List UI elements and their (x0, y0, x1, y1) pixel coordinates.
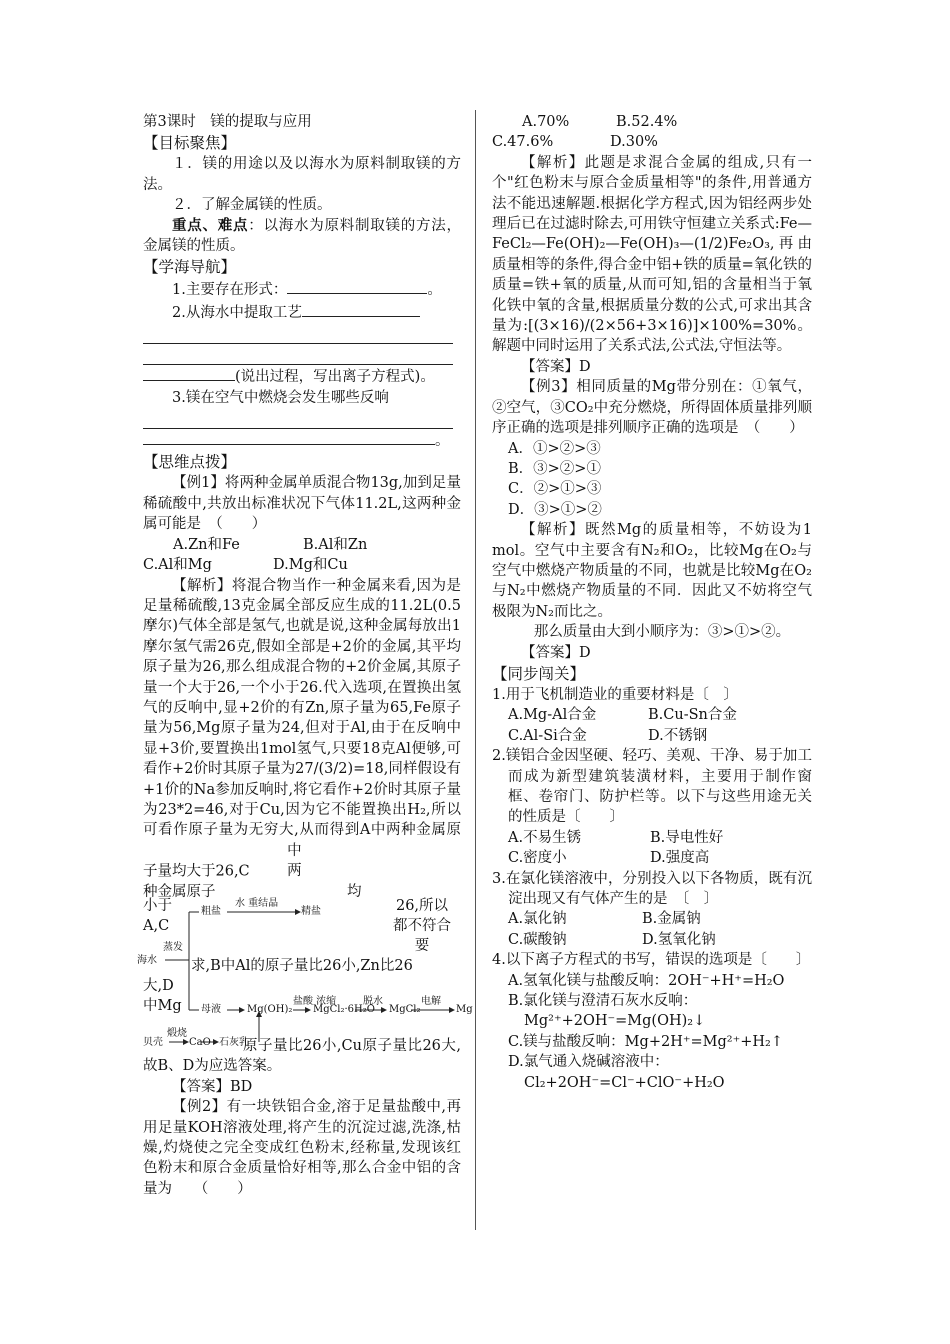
label-shell: 贝壳 (143, 1037, 163, 1048)
practice-q2-c: C.密度小 (508, 850, 567, 867)
seawater-mg-flow-diagram (137, 898, 473, 1052)
practice-q2: 2.镁铝合金因坚硬、轻巧、美观、干净、易于加工而成为新型建筑装潢材料，主要用于制作窗框、卷帘门、防护栏等。以下与这些用途无关的性质是〔 〕 (492, 748, 812, 826)
guide-q1 (143, 278, 461, 300)
ex3-conclusion: 那么质量由大到小顺序为：③>①>②。 (533, 624, 791, 641)
left-column (137, 112, 473, 1199)
practice-q3-b: B.金属钠 (642, 911, 701, 928)
ex2-analysis: 【解析】此题是求混合金属的组成,只有一个"红色粉末与原合金质量相等"的条件,用普通方法不能迅速解题.根据化学方程式,因为铝经两步处理后已在过滤时除去,可用铁守恒建立关系式:Fe—FeCl₂—Fe(OH)₂—Fe(OH)₃—(1/2)Fe₂O₃,再由质量相等的条件,得合金中铝+铁的质量=氧化铁的质量=铁+氧的质量,从而可知,铝的含量相当于氧化铁中氧的含量,根据质量分数的公式,可求出其含量为:[(3×16)/(2×56+3×16)]×100%=30%。解题中同时运用了关系式法,公式法,守恒法等。 (492, 154, 812, 355)
practice-q4: 4.以下离子方程式的书写，错误的选项是〔 〕 (492, 952, 811, 969)
ex1-wrap-i: 求,B中Al的原子量比26小,Zn比26 (191, 958, 413, 974)
guide-q3-line-1[interactable] (143, 408, 453, 429)
ex2-opt-c: C.47.6% (492, 134, 554, 151)
practice-q2-ab (492, 828, 812, 848)
guide-q1-text: 1.主要存在形式： (172, 282, 288, 299)
practice-q1-cd (492, 726, 812, 746)
ex1-opt-b: B.Al和Zn (303, 536, 368, 553)
practice-q3-ab (492, 909, 812, 929)
ex3-answer: 【答案】D (521, 644, 591, 661)
ex2-opt-b: B.52.4% (616, 114, 678, 130)
ex3-opt-d: D．③>①>② (508, 501, 602, 518)
guide-q3-last (143, 429, 461, 451)
label-mgoh2: Mg(OH)₂ (247, 1004, 293, 1015)
goal-2: ２．了解金属镁的性质。 (172, 197, 332, 214)
ex1-stem: 【例1】将两种金属单质混合物13g,加到足量稀硫酸中,共放出标准状况下气体11.2L,这两种金属可能是 （ ） (143, 475, 461, 533)
guide-q2-text: 2.从海水中提取工艺 (172, 304, 302, 321)
guide-q3: 3.镁在空气中燃烧会发生哪些反响 (172, 389, 389, 406)
practice-q2-b: B.导电性好 (650, 829, 724, 846)
label-electrolysis: 电解 (421, 996, 441, 1007)
ex1-wrap-j: 大,D (143, 978, 174, 994)
practice-q2-a: A.不易生锈 (508, 829, 582, 846)
ex2-options-ab (492, 112, 812, 132)
ex3-analysis: 【解析】既然Mg的质量相等，不妨设为1 mol。空气中主要含有N₂和O₂，比较Mg在O₂与空气中燃烧产物质量的不同，也就是比较Mg在O₂与N₂中燃烧产物质量的不同．因此又不妨将空气极限为N₂而比之。 (492, 522, 812, 620)
practice-q1-c: C.Al-Si合金 (508, 727, 587, 744)
section-thinking: 【思维点拨】 (143, 453, 237, 472)
ex1-wrap-d: 26,所以 (395, 898, 449, 914)
practice-q1-ab (492, 705, 812, 725)
practice-q1: 1.用于飞机制造业的重要材料是〔 〕 (492, 686, 738, 703)
label-evaporate: 蒸发 (163, 942, 183, 953)
practice-q3-a: A.氯化钠 (508, 911, 567, 928)
ex1-wrap-h: A,C (143, 918, 170, 934)
ex2-opt-d: D.30% (610, 134, 658, 151)
label-mother-liquor: 母液 (201, 1004, 221, 1015)
ex1-options-ab (143, 535, 461, 555)
ex1-analysis (143, 576, 461, 882)
practice-q2-d: D.强度高 (650, 850, 710, 867)
practice-q3-cd (492, 930, 812, 950)
right-column (492, 112, 812, 1093)
guide-q2-line-2[interactable] (143, 344, 453, 365)
ex1-opt-a: A.Zn和Fe (173, 536, 240, 553)
practice-q4-d: D.氯气通入烧碱溶液中：Cl₂+2OH⁻=Cl⁻+ClO⁻+H₂O (508, 1054, 725, 1091)
guide-q2-blank-2[interactable] (143, 365, 235, 381)
key-label: 重点、难点 (172, 216, 249, 234)
guide-q2-line-1[interactable] (143, 323, 453, 344)
ex1-wrap-k: 中Mg (143, 998, 182, 1014)
practice-q4-a: A.氢氧化镁与盐酸反响：2OH⁻+H⁺=H₂O (508, 972, 785, 989)
guide-q2-last (143, 365, 461, 387)
ex3-opt-c: C．②>①>③ (508, 481, 602, 498)
label-seawater: 海水 (137, 955, 157, 966)
label-mgcl2: MgCl₂ (389, 1004, 421, 1015)
practice-q3-c: C.碳酸钠 (508, 931, 567, 948)
ex1-options-cd (143, 555, 461, 575)
ex1-wrap-l: 原子量比26小,Cu原子量比26大,故B、D为应选答案。 (143, 1038, 461, 1075)
practice-q3-d: D.氢氧化钠 (642, 931, 716, 948)
ex2-opt-a: A.70% (522, 114, 570, 130)
section-guide: 【学海导航】 (143, 258, 237, 277)
label-mgcl2-6h2o: MgCl₂·6H₂O (313, 1004, 375, 1015)
ex1-opt-d: D.Mg和Cu (273, 557, 348, 574)
ex1-analysis-text: 【解析】将混合物当作一种金属来看,因为是足量稀硫酸,13克金属全部反应生成的11.2L(0.5摩尔)气体全部是氢气,也就是说,这种金属每放出1摩尔氢气需26克,假如全部是+2价的金属,其平均原子量为26,那么组成混合物的+2价金属,其原子量一个大于26,一个小于26.代入选项,在置换出氢气的反响中,显+2价的有Zn,原子量为65,Fe原子量为56,Mg原子量为24,但对于Al,由于在反响中显+3价,要置换出1mol氢气,只要18克Al便够,可看作+2价时其原子量为27/(3/2)=18,同样假设有+1价的Na参加反响时,将它看作+2价时其原子量为23*2=46,对于Cu,因为它不能置换出H₂,所以可看作原子量为无穷大,从而得到A中两种金属原子量均大于26,C (143, 577, 461, 880)
ex1-wrap-c: 均 (347, 883, 362, 900)
ex1-wrap-e: 都不符合 (393, 918, 451, 934)
label-water-recryst: 水 重结晶 (235, 898, 279, 909)
label-crude-salt: 粗盐 (201, 906, 221, 917)
ex3-stem: 【例3】相同质量的Mg带分别在：①氧气，②空气，③CO₂中充分燃烧，所得固体质量排列顺序正确的选项是排列顺序正确的选项是 （ ） (492, 379, 812, 437)
key-points (143, 216, 461, 257)
label-mg: Mg (456, 1004, 473, 1015)
ex2-answer: 【答案】D (521, 358, 591, 375)
label-hcl-conc: 盐酸 浓缩 (293, 996, 337, 1007)
label-lime-milk: 石灰乳 (219, 1037, 249, 1048)
practice-q1-d: D.不锈钢 (648, 727, 708, 744)
guide-q2 (143, 301, 461, 323)
practice-q4-b: B.氯化镁与澄清石灰水反响：Mg²⁺+2OH⁻=Mg(OH)₂↓ (508, 993, 706, 1030)
guide-q1-blank[interactable] (287, 278, 427, 294)
guide-q1-end: 。 (427, 282, 442, 299)
ex1-opt-c: C.Al和Mg (143, 557, 212, 574)
section-goals: 【目标聚焦】 (143, 134, 237, 153)
ex1-answer: 【答案】BD (172, 1078, 253, 1095)
ex1-wrap-g: 小于 (143, 898, 172, 914)
practice-q2-cd (492, 848, 812, 868)
guide-q2-end: (说出过程，写出离子方程式)。 (235, 369, 435, 386)
lesson-title: 第3课时 镁的提取与应用 (143, 114, 312, 130)
column-divider (475, 110, 476, 1230)
ex3-opt-b: B．③>②>① (508, 460, 601, 477)
guide-q2-blank[interactable] (302, 301, 420, 317)
practice-q3: 3.在氯化镁溶液中，分别投入以下各物质，既有沉淀出现又有气体产生的是 〔 〕 (492, 870, 812, 908)
goal-1: １．镁的用途以及以海水为原料制取镁的方法。 (143, 156, 461, 193)
label-calcine: 煅烧 (167, 1028, 187, 1039)
practice-q1-b: B.Cu-Sn合金 (648, 707, 737, 724)
ex1-wrap-f: 要 (414, 938, 430, 954)
label-cao: CaO (189, 1037, 211, 1048)
ex1-wrap-b: 种金属原子 (143, 883, 216, 900)
ex3-opt-a: A．①>②>③ (508, 440, 601, 457)
label-dehydrate: 脱水 (363, 996, 383, 1007)
ex2-stem: 【例2】有一块铁铝合金,溶于足量盐酸中,再用足量KOH溶液处理,将产生的沉淀过滤,洗涤,枯燥,灼烧使之完全变成红色粉末,经称量,发现该红色粉末和原合金质量恰好相等,那么合金中铝的含量为 （ ） (143, 1099, 461, 1197)
guide-q3-end: 。 (435, 433, 450, 450)
practice-q4-c: C.镁与盐酸反响：Mg+2H⁺=Mg²⁺+H₂↑ (508, 1033, 783, 1050)
section-practice: 【同步闯关】 (492, 664, 586, 683)
ex2-options-cd (492, 132, 812, 152)
ex1-wrap-a: 中两 (287, 842, 302, 880)
practice-q1-a: A.Mg-Al合金 (508, 707, 597, 724)
key-text: ：以海水为原料制取镁的方法，金属镁的性质。 (143, 217, 461, 255)
label-refined-salt: 精盐 (301, 906, 321, 917)
guide-q3-blank[interactable] (143, 429, 435, 445)
